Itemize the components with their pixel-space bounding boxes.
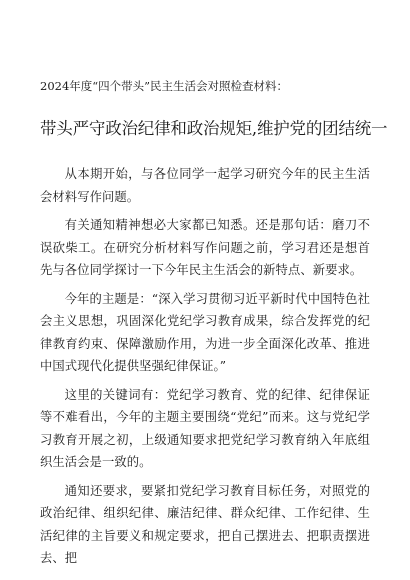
body-paragraph-5: 通知还要求，要紧扣党纪学习教育目标任务，对照党的政治纪律、组织纪律、廉洁纪律、群众纪律、工作纪律、生活纪律的主旨要义和规定要求，把自己摆进去、把职责摆进去、把 — [40, 483, 370, 565]
body-paragraph-2: 有关通知精神想必大家都已知悉。还是那句话：磨刀不误砍柴工。在研究分析材料写作问题之前，学习君还是想首先与各位同学探讨一下今年民主生活会的新特点、新要求。 — [40, 218, 370, 277]
document-top-label: 2024年度“四个带头”民主生活会对照检查材料： — [40, 79, 289, 93]
body-paragraph-4: 这里的关键词有：党纪学习教育、党的纪律、纪律保证等不难看出，今年的主题主要围绕“党纪”而来。这与党纪学习教育开展之初，上级通知要求把党纪学习教育纳入年底组织生活会是一致的。 — [40, 387, 370, 469]
body-paragraph-1: 从本期开始，与各位同学一起学习研究今年的民主生活会材料写作问题。 — [40, 167, 370, 204]
document-headline: 带头严守政治纪律和政治规矩,维护党的团结统一 — [40, 119, 388, 138]
document-body — [40, 163, 370, 570]
body-paragraph-3: 今年的主题是：“深入学习贯彻习近平新时代中国特色社会主义思想，巩固深化党纪学习教育成果，综合发挥党的纪律教育约束、保障激励作用，为进一步全面深化改革、推进中国式现代化提供坚强纪律保证。” — [40, 291, 370, 373]
